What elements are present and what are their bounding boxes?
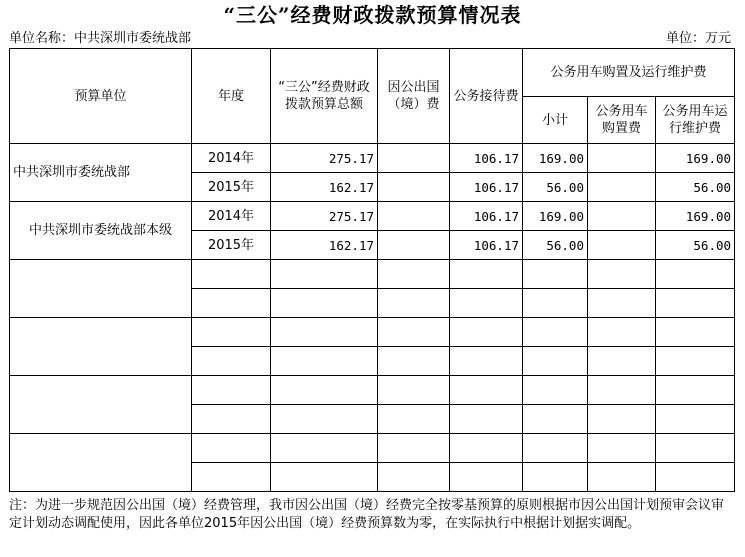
purchase-cell <box>588 173 656 202</box>
purchase-cell <box>588 202 656 231</box>
header-row-1 <box>10 49 735 97</box>
unit-name: 单位名称：中共深圳市委统战部 <box>9 31 192 46</box>
empty-unit-cell <box>10 318 192 376</box>
maintenance-cell: 169.00 <box>656 144 735 173</box>
header-total: “三公”经费财政拨款预算总额 <box>271 49 378 144</box>
table-row <box>10 144 735 173</box>
page-title: “三公”经费财政拨款预算情况表 <box>223 3 522 27</box>
reception-cell: 106.17 <box>450 144 523 173</box>
abroad-cell <box>378 144 450 173</box>
reception-cell: 106.17 <box>450 173 523 202</box>
subtotal-cell: 56.00 <box>523 173 588 202</box>
maintenance-cell: 56.00 <box>656 173 735 202</box>
empty-unit-cell <box>10 434 192 492</box>
empty-row <box>10 434 735 463</box>
total-cell: 275.17 <box>271 202 378 231</box>
abroad-cell <box>378 202 450 231</box>
header-vehicle-maintenance: 公务用车运行维护费 <box>656 97 735 144</box>
empty-row <box>10 318 735 347</box>
empty-unit-cell <box>10 260 192 318</box>
year-cell: 2015年 <box>192 173 271 202</box>
header-vehicle-group: 公务用车购置及运行维护费 <box>523 49 735 97</box>
purchase-cell <box>588 144 656 173</box>
budget-table <box>9 48 735 492</box>
abroad-cell <box>378 231 450 260</box>
header-vehicle-purchase: 公务用车购置费 <box>588 97 656 144</box>
header-year: 年度 <box>192 49 271 144</box>
total-cell: 162.17 <box>271 173 378 202</box>
header-budget-unit: 预算单位 <box>10 49 192 144</box>
maintenance-cell: 169.00 <box>656 202 735 231</box>
purchase-cell <box>588 231 656 260</box>
footnote: 注：为进一步规范因公出国（境）经费管理，我市因公出国（境）经费完全按零基预算的原则根据市因公出国计划预审会议审定计划动态调配使用，因此各单位2015年因公出国（境）经费预算数为零，在实际执行中根据计划据实调配。 <box>9 498 725 531</box>
header-subtotal: 小计 <box>523 97 588 144</box>
unit-cell: 中共深圳市委统战部本级 <box>10 202 192 260</box>
empty-row <box>10 376 735 405</box>
currency-unit: 单位：万元 <box>665 31 731 46</box>
reception-cell: 106.17 <box>450 202 523 231</box>
maintenance-cell: 56.00 <box>656 231 735 260</box>
subtotal-cell: 169.00 <box>523 202 588 231</box>
table-row <box>10 202 735 231</box>
empty-unit-cell <box>10 376 192 434</box>
subtotal-cell: 169.00 <box>523 144 588 173</box>
abroad-cell <box>378 173 450 202</box>
year-cell: 2014年 <box>192 202 271 231</box>
total-cell: 162.17 <box>271 231 378 260</box>
reception-cell: 106.17 <box>450 231 523 260</box>
year-cell: 2014年 <box>192 144 271 173</box>
empty-row <box>10 260 735 289</box>
subtotal-cell: 56.00 <box>523 231 588 260</box>
unit-cell: 中共深圳市委统战部 <box>10 144 192 202</box>
total-cell: 275.17 <box>271 144 378 173</box>
year-cell: 2015年 <box>192 231 271 260</box>
header-abroad: 因公出国（境）费 <box>378 49 450 144</box>
header-reception: 公务接待费 <box>450 49 523 144</box>
